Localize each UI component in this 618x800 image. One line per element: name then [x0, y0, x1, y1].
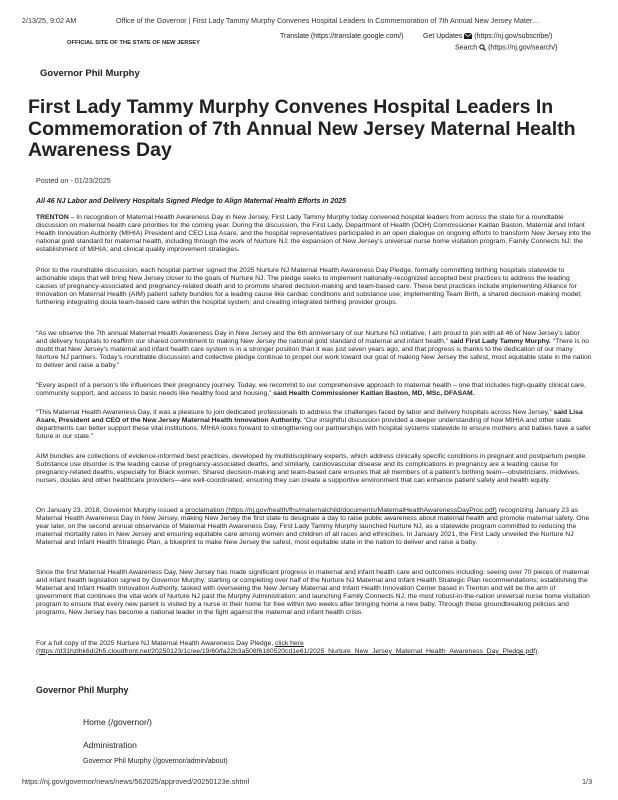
search-url: (https://nj.gov/search/)	[488, 44, 558, 52]
footer-administration[interactable]: Administration	[83, 740, 137, 750]
attribution-first-lady: said First Lady Tammy Murphy.	[448, 337, 551, 345]
pledge-link[interactable]: click here (https://d31hzlhk6di2h5.cloudfront.net/20250123/1c/ee/19/60/fa22b3a508f6180520cd1e61/2025_Nurture_New_Jersey_Maternal_Health_Awareness_Day_Pledge.pdf)	[36, 640, 538, 655]
paragraph-9-end: .	[537, 647, 540, 655]
article-subtitle: All 46 NJ Labor and Delivery Hospitals Signed Pledge to Align Maternal Health Efforts in 2025	[36, 198, 347, 205]
footer-brand[interactable]: Governor Phil Murphy	[36, 685, 129, 695]
page-title: First Lady Tammy Murphy Convenes Hospital Leaders In Commemoration of 7th Annual New Jersey Maternal Health Awareness Day	[28, 96, 576, 161]
search-icon	[479, 44, 486, 51]
paragraph-4	[36, 382, 592, 398]
print-url: https://nj.gov/governor/news/news/562025/approved/20250123e.shtml	[22, 777, 250, 786]
paragraph-7-intro: On January 23, 2018, Governor Murphy issued a	[36, 507, 186, 514]
envelope-icon	[464, 33, 472, 39]
get-updates-link[interactable]	[423, 33, 552, 40]
quote-mihia-cont: “Our insightful discussion provided a deeper understanding of how MIHIA and other state departments can better support these vital institutions. MIHIA looks forward to strengthening our partnerships with hospital systems statewide to ensure mothers and babies have a safer future in our state.”	[36, 416, 591, 440]
search-link[interactable]	[455, 44, 557, 51]
search-label: Search	[455, 44, 478, 52]
print-timestamp: 2/13/25, 9:02 AM	[22, 16, 77, 25]
quote-first-lady-cont: “There is no doubt that New Jersey’s maternal and infant health care system is in a stronger position than it was just seven years ago, and that progress is thanks to the dedication of our many Nurture NJ partners. Today’s roundtable discussion and collective pledge continue to propel our work toward our goal of making New Jersey the safest, most equitable state in the nation to deliver and raise a baby.”	[36, 337, 592, 369]
official-site-label: OFFICIAL SITE OF THE STATE OF NEW JERSEY	[67, 40, 201, 46]
translate-link[interactable]: Translate (https://translate.google.com/)	[280, 33, 404, 40]
paragraph-7-text: recognizing January 23 as Maternal Health Awareness Day in New Jersey, making New Jersey the first state to designate a day to raise public awareness about maternal health and promote maternal safety. One year later, on the second annual observance of Maternal Health Awareness Day, First Lady Tammy Murphy launched Nurture NJ, as a statewide program committed to reducing the maternal mortality rates in New Jersey and ensuring equitable care among women and children of all races and ethnicities. In January 2021, the First Lady unveiled the Nurture NJ Maternal and Infant Health Strategic Plan, a blueprint to make New Jersey the safest, most equitable state in the nation to deliver and raise a baby.	[36, 507, 590, 546]
footer-home-link[interactable]: Home (/governor/)	[83, 717, 152, 727]
paragraph-8: Since the first Maternal Health Awareness Day, New Jersey has made significant progress in maternal and infant health care and outcomes including: seeing over 70 pieces of maternal and infant health legislation signed by Governor Murphy; starting or completing over half of the Nurture NJ Maternal and Infant Health Strategic Plan recommendations; establishing the Maternal and Infant Health Innovation Authority, tasked with overseeing the New Jersey Maternal and Infant Health Innovation Center based in Trenton and will be the arm of government that continues the vital work of Nurture NJ past the Murphy Administration; and launching Family Connects NJ, the most robust-in-the-nation universal nurse home visitation program to ensure that every new parent is visited by a nurse in their home for free within two weeks after bringing home a new baby. Through these groundbreaking policies and programs, New Jersey has become a national leader in the fight against the maternal and infant health crisis.	[36, 569, 590, 616]
get-updates-label: Get Updates	[423, 33, 463, 40]
attribution-mihia: said Lisa Asare, President and CEO of the New Jersey Maternal Health Innovation Authority.	[36, 409, 583, 424]
get-updates-url: (https://nj.gov/subscribe/)	[474, 33, 553, 40]
paragraph-5	[36, 409, 592, 441]
paragraph-2: Prior to the roundtable discussion, each hospital partner signed the 2025 Nurture NJ Maternal Health Awareness Day Pledge, formally committing birthing hospitals statewide to actionable steps that will bring New Jersey closer to the goals of Nurture NJ. The pledge seeks to implement nationally-recognized accepted best practices to address the leading causes of pregnancy-associated and pregnancy-related death and to promote shared decision-making and team-based care. These best practices include implementing Alliance for Innovation on Maternal Health (AIM) patient safety bundles for a leading cause like cardiac conditions and substance use; implementing Team Birth, a shared decision-making model; furthering integrating doula team-based care within the hospital system; and creating integrated birthing provider groups.	[36, 267, 582, 306]
paragraph-9	[36, 640, 592, 656]
footer-governor-link[interactable]: Governor Phil Murphy (/governor/admin/about)	[83, 758, 228, 765]
paragraph-1-text: – In recognition of Maternal Health Awareness Day in New Jersey, First Lady Tammy Murphy today convened hospital leaders from across the state for a roundtable discussion on maternal health care priorities for the coming year. During the discussion, the First Lady, Department of Health (DOH) Commissioner Kaitlan Baston, Maternal and Infant Health Innovation Authority (MIHIA) President and CEO Lisa Asare, and the hospital representatives participated in an open dialogue on ongoing efforts to transform New Jersey into the national gold standard for maternal health, including through the work of Nurture NJ; the expansion of New Jersey’s universal nurse home visitation program, Family Connects NJ; the establishment of MIHIA; and clinical quality improvement strategies.	[36, 214, 591, 253]
dateline: TRENTON	[36, 214, 69, 221]
print-page-number: 1/3	[582, 777, 593, 786]
site-brand[interactable]: Governor Phil Murphy	[40, 68, 140, 79]
paragraph-6: AIM bundles are collections of evidence-informed best practices, developed by multidisciplinary experts, which address clinically specific conditions in pregnant and postpartum people. Substance use disorder is the leading cause of pregnancy-associated deaths, and similarly, cardiovascular disease and its complications in pregnancy are a leading cause for pregnancy-related deaths, especially for Black women. Shared decision-making and team-based care ensures that all members of a patient’s birthing team—obstetricians, midwives, nurses, doulas and other healthcare providers—are well-coordinated, ensuring they can create a supportive environment that can enhance patient safety and health equity.	[36, 453, 588, 484]
paragraph-9-intro: For a full copy of the 2025 Nurture NJ Maternal Health Awareness Day Pledge,	[36, 640, 276, 647]
quote-mihia: “This Maternal Health Awareness Day, it was a pleasure to join dedicated professionals to address the challenges faced by labor and delivery hospitals across New Jersey,”	[36, 409, 552, 416]
quote-commissioner: “Every aspect of a person’s life influences their pregnancy journey. Today, we recommit to our comprehensive approach to maternal health – one that includes high-quality clinical care, community support, and access to basic needs like healthy food and housing,”	[36, 382, 586, 397]
posted-date: Posted on - 01/23/2025	[36, 176, 111, 185]
paragraph-7	[36, 507, 592, 547]
paragraph-3	[36, 330, 592, 370]
print-doc-title: Office of the Governor | First Lady Tammy Murphy Convenes Hospital Leaders In Commemoration of 7th Annual New Jersey Mater…	[116, 16, 540, 25]
attribution-commissioner: said Health Commissioner Kaitlan Baston, MD, MSc, DFASAM.	[271, 389, 475, 397]
proclamation-link[interactable]: proclamation (https://nj.gov/health/fhs/maternalchild/documents/MaternalHealthAwarenessDayProc.pdf)	[185, 507, 497, 514]
quote-first-lady: “As we observe the 7th annual Maternal Health Awareness Day in New Jersey and the 6th anniversary of our Nurture NJ initiative, I am proud to join with all 46 of New Jersey’s labor and delivery hospitals to reaffirm our shared commitment to making New Jersey the national gold standard of maternal and infant health,”	[36, 330, 580, 345]
paragraph-1	[36, 214, 592, 254]
